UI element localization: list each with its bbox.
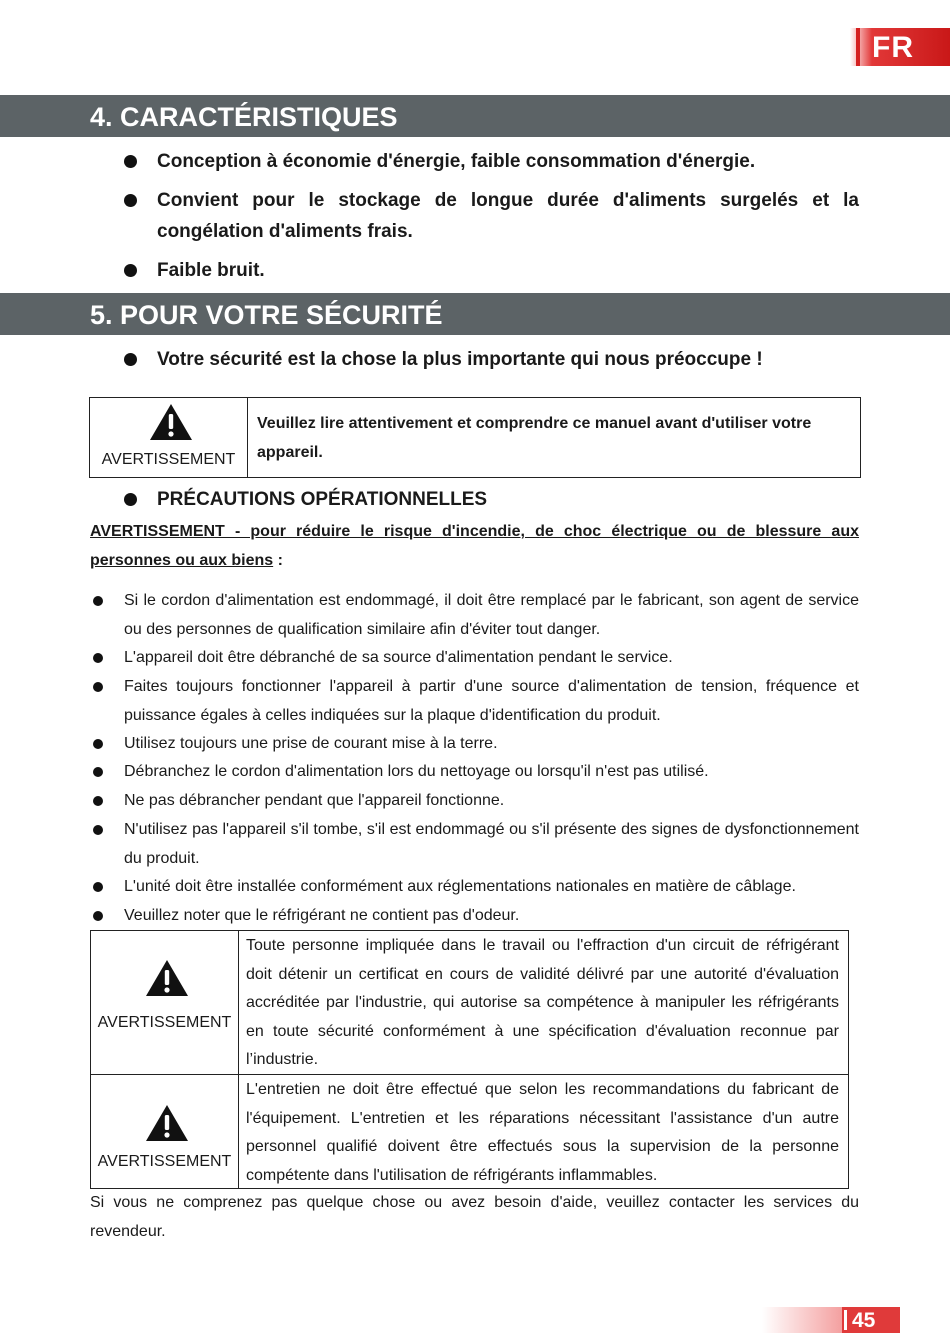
bullet-icon — [93, 796, 103, 806]
bullet-icon — [93, 682, 103, 692]
warning-divider — [238, 931, 239, 1188]
safety-intro: Votre sécurité est la chose la plus importante qui nous préoccupe ! — [157, 349, 763, 370]
feature-item-1: Conception à économie d'énergie, faible consommation d'énergie. — [157, 151, 756, 172]
list-item: Si le cordon d'alimentation est endommagé, il doit être remplacé par le fabricant, son agent de service ou des personnes de qualification similaire afin d'éviter tout danger. — [124, 592, 859, 638]
bullet-icon — [93, 596, 103, 606]
list-item: L'appareil doit être débranché de sa source d'alimentation pendant le service. — [124, 649, 673, 666]
precautions-warning — [90, 517, 859, 575]
section-4-title: 4. CARACTÉRISTIQUES — [0, 95, 950, 137]
warning-triangle-icon — [145, 1104, 189, 1142]
bullet-icon — [124, 493, 137, 506]
bullet-icon — [124, 264, 137, 277]
feature-item-3: Faible bruit. — [157, 260, 265, 281]
list-item: Ne pas débrancher pendant que l'appareil fonctionne. — [124, 792, 505, 809]
warning-triangle-icon — [145, 959, 189, 997]
bullet-icon — [93, 739, 103, 749]
feature-item-2: Convient pour le stockage de longue durée d'aliments surgelés et la congélation d'aliments frais. — [157, 190, 859, 242]
warning-table — [90, 930, 849, 1189]
bullet-icon — [93, 825, 103, 835]
bullet-icon — [93, 767, 103, 777]
bullet-icon — [124, 194, 137, 207]
page-number-bar — [844, 1310, 847, 1330]
warning-label: AVERTISSEMENT — [101, 451, 236, 468]
list-item: N'utilisez pas l'appareil s'il tombe, s'il est endommagé ou s'il présente des signes de dysfonctionnement du produit. — [124, 821, 859, 867]
precautions-warning-suffix: : — [273, 552, 283, 569]
precautions-warning-underlined: AVERTISSEMENT - pour réduire le risque d'incendie, de choc électrique ou de blessure aux personnes ou aux biens — [90, 523, 859, 569]
list-item: Faites toujours fonctionner l'appareil à partir d'une source d'alimentation de tension, fréquence et puissance égales à celles indiquées sur la plaque d'identification du produit. — [124, 678, 859, 724]
warning-text: Toute personne impliquée dans le travail ou l'effraction d'un circuit de réfrigérant doit détenir un certificat en cours de validité délivré par une autorité d'évaluation accréditée par l'industrie, qui autorise sa compétence à manipuler les réfrigérants en toute sécurité conformément à une spécification d'évaluation reconnue par l’industrie. — [246, 937, 839, 1068]
bullet-icon — [93, 911, 103, 921]
list-item: L'unité doit être installée conformément aux réglementations nationales en matière de câblage. — [124, 878, 796, 895]
warning-label: AVERTISSEMENT — [97, 1153, 232, 1170]
warning-text: Veuillez lire attentivement et comprendre ce manuel avant d'utiliser votre appareil. — [257, 415, 812, 461]
badge-stripe — [856, 28, 860, 66]
warning-box-1 — [89, 397, 861, 478]
list-item: Veuillez noter que le réfrigérant ne contient pas d'odeur. — [124, 907, 520, 924]
list-item: Débranchez le cordon d'alimentation lors du nettoyage ou lorsqu'il n'est pas utilisé. — [124, 763, 709, 780]
bullet-icon — [93, 882, 103, 892]
closing-text: Si vous ne comprenez pas quelque chose ou avez besoin d'aide, veuillez contacter les services du revendeur. — [90, 1194, 859, 1240]
language-badge — [850, 28, 950, 66]
precautions-heading: PRÉCAUTIONS OPÉRATIONNELLES — [157, 489, 488, 510]
bullet-icon — [124, 155, 137, 168]
warning-triangle-icon — [149, 403, 193, 441]
page-number-fade — [762, 1307, 842, 1333]
bullet-icon — [93, 653, 103, 663]
language-badge-label: FR — [872, 31, 914, 64]
page-number-badge — [842, 1307, 900, 1333]
warning-text: L'entretien ne doit être effectué que selon les recommandations du fabricant de l'équipement. L'entretien et les réparations nécessitant l'assistance d'un autre personnel qualifié doivent être effectués sous la supervision de la personne compétente dans l'utilisation de réfrigérants inflammables. — [246, 1081, 839, 1184]
page-number: 45 — [852, 1309, 876, 1332]
warning-label: AVERTISSEMENT — [97, 1014, 232, 1031]
warning-divider — [247, 398, 248, 477]
list-item: Utilisez toujours une prise de courant mise à la terre. — [124, 735, 498, 752]
section-5-title: 5. POUR VOTRE SÉCURITÉ — [0, 293, 950, 335]
bullet-icon — [124, 353, 137, 366]
